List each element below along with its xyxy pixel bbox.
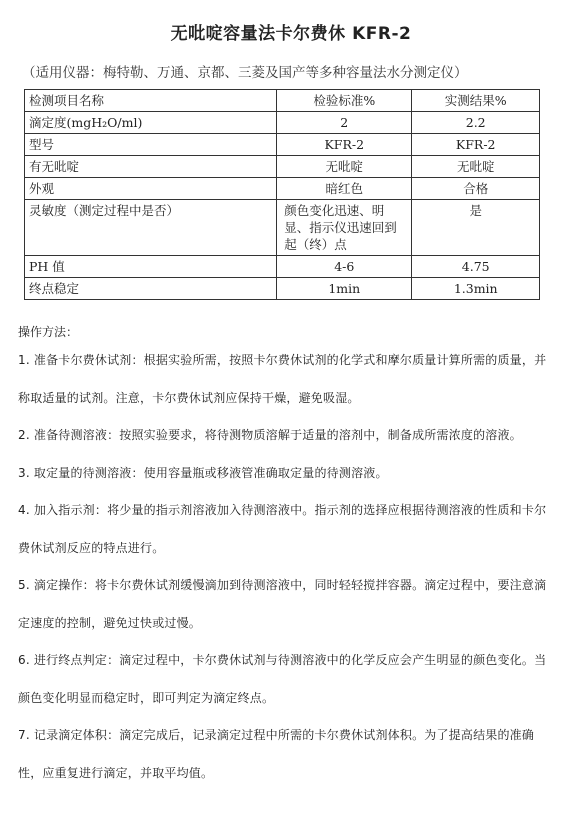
header-item-name: 检测项目名称	[25, 90, 277, 112]
method-title: 操作方法：	[18, 325, 79, 339]
spec-table	[24, 89, 540, 300]
row-item: 灵敏度（测定过程中是否）	[25, 200, 277, 256]
row-standard: 4-6	[277, 256, 412, 278]
sensitivity-standard-text: 颜色变化迅速、明显、指示仪迅速回到起（终）点	[284, 203, 397, 252]
method-step: 4. 加入指示剂：将少量的指示剂溶液加入待测溶液中。指示剂的选择应根据待测溶液的性质和卡尔费休试剂反应的特点进行。	[18, 503, 547, 555]
header-standard: 检验标准%	[277, 90, 412, 112]
row-item: 外观	[25, 178, 277, 200]
table-row	[25, 278, 540, 300]
row-item: 型号	[25, 134, 277, 156]
row-result: 4.75	[412, 256, 540, 278]
row-standard: 1min	[277, 278, 412, 300]
method-step: 3. 取定量的待测溶液：使用容量瓶或移液管准确取定量的待测溶液。	[18, 465, 388, 480]
table-row	[25, 134, 540, 156]
row-result: 合格	[412, 178, 540, 200]
table-header-row	[25, 90, 540, 112]
method-section	[18, 322, 548, 792]
row-item: PH 值	[25, 256, 277, 278]
row-item: 滴定度(mgH₂O/ml)	[25, 112, 277, 134]
row-item: 有无吡啶	[25, 156, 277, 178]
row-result: 是	[412, 200, 540, 256]
row-standard: KFR-2	[277, 134, 412, 156]
table-row	[25, 156, 540, 178]
row-result: KFR-2	[412, 134, 540, 156]
table-row	[25, 200, 540, 256]
row-standard: 无吡啶	[277, 156, 412, 178]
method-step: 1. 准备卡尔费休试剂：根据实验所需，按照卡尔费休试剂的化学式和摩尔质量计算所需的质量，并称取适量的试剂。注意，卡尔费休试剂应保持干燥，避免吸湿。	[18, 353, 547, 405]
header-result: 实测结果%	[412, 90, 540, 112]
table-row	[25, 178, 540, 200]
row-standard: 暗红色	[277, 178, 412, 200]
row-result: 无吡啶	[412, 156, 540, 178]
table-row	[25, 112, 540, 134]
method-step: 7. 记录滴定体积：滴定完成后，记录滴定过程中所需的卡尔费休试剂体积。为了提高结果的准确性，应重复进行滴定，并取平均值。	[18, 728, 535, 780]
method-step: 2. 准备待测溶液：按照实验要求，将待测物质溶解于适量的溶剂中，制备成所需浓度的溶液。	[18, 428, 522, 442]
document-subtitle: （适用仪器：梅特勒、万通、京都、三菱及国产等多种容量法水分测定仪）	[22, 65, 468, 81]
method-step: 5. 滴定操作：将卡尔费休试剂缓慢滴加到待测溶液中，同时轻轻搅拌容器。滴定过程中，要注意滴定速度的控制，避免过快或过慢。	[18, 578, 547, 630]
row-standard	[277, 200, 412, 256]
row-result: 2.2	[412, 112, 540, 134]
row-result: 1.3min	[412, 278, 540, 300]
row-item: 终点稳定	[25, 278, 277, 300]
row-standard: 2	[277, 112, 412, 134]
method-step: 6. 进行终点判定：滴定过程中，卡尔费休试剂与待测溶液中的化学反应会产生明显的颜色变化。当颜色变化明显而稳定时，即可判定为滴定终点。	[18, 653, 547, 705]
document-title: 无吡啶容量法卡尔费休 KFR-2	[170, 24, 412, 44]
table-row	[25, 256, 540, 278]
